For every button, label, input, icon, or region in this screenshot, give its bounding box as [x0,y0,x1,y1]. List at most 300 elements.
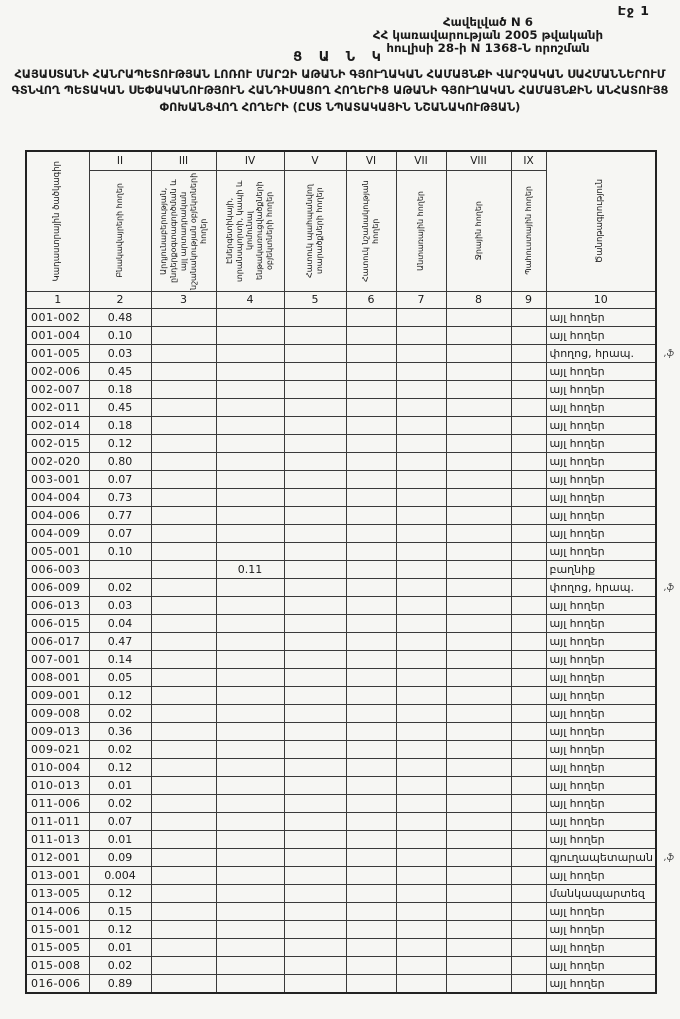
cell-value [284,542,346,560]
cell-remark: այլ հողեր [546,416,656,434]
cell-value [346,974,396,993]
table-row [26,596,656,614]
cell-cadastral-code: 011-013 [26,830,89,848]
cell-value [511,380,546,398]
cell-value [511,524,546,542]
cell-cadastral-code: 001-005 [26,344,89,362]
cell-value [216,956,284,974]
cell-remark: այլ հողեր [546,596,656,614]
col-header-water-lands: Ջրային հողեր [446,170,511,291]
cell-value [284,848,346,866]
cell-remark: այլ հողեր [546,866,656,884]
cell-value [216,614,284,632]
cell-value [396,398,446,416]
cell-value [151,776,216,794]
cell-value [511,632,546,650]
table-row [26,614,656,632]
cell-cadastral-code: 002-006 [26,362,89,380]
cell-value [511,740,546,758]
cell-value [89,560,151,578]
cell-value [511,974,546,993]
roman-numeral-VIII: VIII [446,151,511,170]
cell-value [396,830,446,848]
cell-value [151,470,216,488]
cell-value [446,704,511,722]
cell-value [216,722,284,740]
cell-value: 0.004 [89,866,151,884]
cell-value [151,614,216,632]
cell-value [396,794,446,812]
cell-value [446,848,511,866]
cell-value [151,704,216,722]
cell-value [151,524,216,542]
cell-value [446,686,511,704]
cell-value [511,866,546,884]
cell-value: 0.02 [89,578,151,596]
cell-remark: այլ հողեր [546,740,656,758]
cell-value [446,812,511,830]
cell-value: 0.12 [89,920,151,938]
cell-value [151,488,216,506]
cell-value [284,344,346,362]
cell-value [284,434,346,452]
cell-cadastral-code: 006-017 [26,632,89,650]
cell-value [511,956,546,974]
cell-cadastral-code: 012-001 [26,848,89,866]
col-header-protected-territory-lands: Հատուկ պահպանվող տարածքների հողեր [284,170,346,291]
cell-value [446,956,511,974]
table-row [26,794,656,812]
cell-value: 0.11 [216,560,284,578]
cell-value [151,398,216,416]
cell-value: 0.47 [89,632,151,650]
cell-value: 0.07 [89,524,151,542]
cell-value [216,632,284,650]
cell-value [151,830,216,848]
cell-remark: այլ հողեր [546,812,656,830]
table-row [26,776,656,794]
cell-value [511,506,546,524]
cell-cadastral-code: 004-004 [26,488,89,506]
column-number: 1 [26,291,89,308]
cell-value [346,434,396,452]
column-number: 4 [216,291,284,308]
cell-value [396,308,446,326]
cell-value [346,956,396,974]
cell-value [216,650,284,668]
table-row [26,380,656,398]
cell-value [346,884,396,902]
cell-value [284,884,346,902]
cell-value [396,380,446,398]
document-subtitle: ՀԱՅԱՍՏԱՆԻ ՀԱՆՐԱՊԵՏՈՒԹՅԱՆ ԼՈՌՈՒ ՄԱՐԶԻ ԱԹԱՆԻ ԳՅՈՒՂԱԿԱՆ ՀԱՄԱՅՆՔԻ ՎԱՐՉԱԿԱՆ ՍԱՀՄԱՆՆԵՐՈՒՄ ԳՏՆՎՈՂ ՊԵՏԱԿԱՆ ՍԵՓԱԿԱՆՈՒԹՅՈՒՆ ՀԱՆԴԻՍԱՑՈՂ ՀՈՂԵՐԻՑ ԱԹԱՆԻ ԳՅՈՒՂԱԿԱՆ ՀԱՄԱՅՆՔԻՆ ԱՆՀԱՏՈՒՅՑ ՓՈԽԱՆՑՎՈՂ ՀՈՂԵՐԻ (ԸՍՏ ՆՊԱՏԱԿԱՅԻՆ ՆՇԱՆԱԿՈՒԹՅԱՆ) [11,68,669,114]
cell-cadastral-code: 013-001 [26,866,89,884]
cell-cadastral-code: 014-006 [26,902,89,920]
cell-value [346,902,396,920]
cell-value [151,920,216,938]
cell-value [511,794,546,812]
cell-value [446,614,511,632]
cell-value: 0.01 [89,830,151,848]
cell-value [151,884,216,902]
cell-value: 0.02 [89,704,151,722]
cell-value: 0.48 [89,308,151,326]
cell-value [346,380,396,398]
column-number: 5 [284,291,346,308]
cell-value: 0.07 [89,470,151,488]
cell-cadastral-code: 001-004 [26,326,89,344]
cell-value: 0.01 [89,776,151,794]
cell-value [446,794,511,812]
cell-remark: այլ հողեր [546,830,656,848]
table-row [26,956,656,974]
roman-numeral-II: II [89,151,151,170]
cell-value [284,704,346,722]
cell-value [511,308,546,326]
cell-value [151,902,216,920]
cell-value [396,560,446,578]
cell-value [511,920,546,938]
cell-cadastral-code: 011-006 [26,794,89,812]
cell-value [511,812,546,830]
cell-value [396,650,446,668]
cell-value: 0.09 [89,848,151,866]
cell-value [216,578,284,596]
cell-value: 0.77 [89,506,151,524]
cell-value [151,938,216,956]
cell-value [216,344,284,362]
cell-value [396,704,446,722]
cell-value [346,668,396,686]
marginal-note: ,ֆ [663,852,674,863]
cell-value [151,308,216,326]
cell-value [284,470,346,488]
cell-value [151,956,216,974]
cell-remark: գյուղապետարան ,ֆ [546,848,656,866]
cell-value [396,488,446,506]
cell-cadastral-code: 011-011 [26,812,89,830]
cell-value [511,776,546,794]
roman-numeral-IV: IV [216,151,284,170]
cell-value [511,758,546,776]
column-number: 7 [396,291,446,308]
cell-value [511,326,546,344]
column-number: 2 [89,291,151,308]
cell-value [446,650,511,668]
cell-value [151,794,216,812]
cell-remark: այլ հողեր [546,758,656,776]
cell-value [284,560,346,578]
cell-value [446,668,511,686]
marginal-note: ,ֆ [663,582,674,593]
cell-value [446,524,511,542]
cell-value [446,866,511,884]
cell-value [151,722,216,740]
cell-value [284,632,346,650]
cell-value: 0.18 [89,416,151,434]
cell-value [346,830,396,848]
cell-value [346,866,396,884]
cell-value [151,740,216,758]
table-row [26,344,656,362]
cell-value [396,362,446,380]
cell-value [216,938,284,956]
cell-value [284,398,346,416]
column-number: 9 [511,291,546,308]
cell-value [216,308,284,326]
cell-value [151,362,216,380]
cell-value [511,542,546,560]
cell-value [284,686,346,704]
table-row [26,704,656,722]
cell-value [151,542,216,560]
cell-value [346,812,396,830]
col-header-settlement-lands: Բնակավայրերի հողեր [89,170,151,291]
cell-remark: այլ հողեր [546,452,656,470]
cell-remark: այլ հողեր [546,326,656,344]
cell-value [346,452,396,470]
cell-cadastral-code: 004-006 [26,506,89,524]
col-header-remarks: Ծանոթագրություն [546,151,656,291]
cell-value [346,596,396,614]
cell-value [446,722,511,740]
table-row [26,326,656,344]
cell-cadastral-code: 006-013 [26,596,89,614]
cell-value [151,848,216,866]
cell-cadastral-code: 015-001 [26,920,89,938]
cell-value [216,380,284,398]
cell-value [216,416,284,434]
cell-value [446,740,511,758]
cell-value: 0.73 [89,488,151,506]
cell-value [446,902,511,920]
cell-value: 0.02 [89,956,151,974]
cell-value [284,578,346,596]
cell-value: 0.36 [89,722,151,740]
cell-value [396,434,446,452]
cell-value [446,488,511,506]
cell-value: 0.10 [89,326,151,344]
cell-value [284,776,346,794]
cell-value [511,614,546,632]
cell-value [284,812,346,830]
cell-cadastral-code: 002-014 [26,416,89,434]
cell-remark: փողոց, հրապ. ,ֆ [546,578,656,596]
cell-cadastral-code: 009-008 [26,704,89,722]
cell-value [346,488,396,506]
cell-value [396,344,446,362]
cell-value [151,578,216,596]
roman-numeral-VI: VI [346,151,396,170]
cell-value [446,578,511,596]
cell-value [216,884,284,902]
table-row [26,686,656,704]
cell-value [396,614,446,632]
cell-value: 0.14 [89,650,151,668]
cell-remark: այլ հողեր [546,938,656,956]
cell-value [396,848,446,866]
cell-value [446,506,511,524]
cell-value [446,920,511,938]
cell-value [151,812,216,830]
cell-value [216,794,284,812]
cell-value [511,686,546,704]
cell-value [511,344,546,362]
cell-cadastral-code: 007-001 [26,650,89,668]
cell-value [216,974,284,993]
cell-value [346,920,396,938]
cell-value [396,542,446,560]
cell-value [216,704,284,722]
cell-value [151,668,216,686]
cell-value [396,596,446,614]
cell-remark: այլ հողեր [546,722,656,740]
cell-value [346,938,396,956]
cell-remark: այլ հողեր [546,650,656,668]
cell-value [151,974,216,993]
cell-value [216,920,284,938]
cell-value [396,416,446,434]
cell-value [446,974,511,993]
cell-value [511,578,546,596]
cell-value [446,344,511,362]
cell-value [284,938,346,956]
cell-remark: այլ հողեր [546,362,656,380]
cell-value [151,650,216,668]
cell-remark: այլ հողեր [546,632,656,650]
page-number: Էջ 1 [617,3,650,18]
cell-remark: այլ հողեր [546,308,656,326]
cell-value [216,686,284,704]
cell-value: 0.07 [89,812,151,830]
table-row [26,830,656,848]
cell-value [511,668,546,686]
cell-value [446,830,511,848]
cell-value: 0.45 [89,362,151,380]
cell-cadastral-code: 004-009 [26,524,89,542]
cell-cadastral-code: 005-001 [26,542,89,560]
cell-value [216,866,284,884]
cell-remark: փողոց, հրապ. ,ֆ [546,344,656,362]
table-row [26,884,656,902]
cell-value [346,326,396,344]
cell-value [151,416,216,434]
cell-value [446,596,511,614]
cell-value [284,758,346,776]
cell-value: 0.80 [89,452,151,470]
cell-value [151,326,216,344]
cell-value [216,902,284,920]
cell-remark: բաղնիք [546,560,656,578]
cell-value [396,452,446,470]
cell-value [346,506,396,524]
cell-value [511,470,546,488]
cell-remark: մանկապարտեզ [546,884,656,902]
cell-value [216,848,284,866]
cell-value [396,884,446,902]
cell-value [511,902,546,920]
table-row [26,398,656,416]
cell-value [396,470,446,488]
cell-value [446,776,511,794]
cell-value [446,938,511,956]
cell-value: 0.45 [89,398,151,416]
cell-value [151,866,216,884]
cell-remark: այլ հողեր [546,686,656,704]
cell-remark: այլ հողեր [546,542,656,560]
roman-numeral-VII: VII [396,151,446,170]
cell-value [284,596,346,614]
cell-value [346,686,396,704]
cell-value [446,380,511,398]
table-row [26,758,656,776]
cell-value [284,866,346,884]
table-row [26,866,656,884]
column-number: 10 [546,291,656,308]
cell-value: 0.01 [89,938,151,956]
cell-value [446,542,511,560]
cell-value [151,632,216,650]
cell-value [511,434,546,452]
cell-value [151,506,216,524]
cell-value [446,632,511,650]
cell-value: 0.10 [89,542,151,560]
cell-value [284,830,346,848]
cell-value [151,560,216,578]
cell-value: 0.12 [89,758,151,776]
cell-value [346,722,396,740]
cell-remark: այլ հողեր [546,920,656,938]
cell-value [511,704,546,722]
cell-value [511,722,546,740]
cell-value [511,452,546,470]
cell-value [396,956,446,974]
cell-value [446,326,511,344]
cell-value [511,848,546,866]
cell-value [216,596,284,614]
cell-remark: այլ հողեր [546,614,656,632]
cell-value [216,542,284,560]
cell-value [346,398,396,416]
cell-value [216,524,284,542]
cell-value [346,470,396,488]
cell-value [511,416,546,434]
cell-value [346,344,396,362]
column-number: 6 [346,291,396,308]
cell-value [396,740,446,758]
cell-cadastral-code: 009-021 [26,740,89,758]
cell-remark: այլ հողեր [546,794,656,812]
cell-value [346,704,396,722]
appendix-line-1: Հավելված N 6 [442,15,534,29]
appendix-line-2: ՀՀ կառավարության 2005 թվականի [372,28,604,43]
document-heading: Ց Ա Ն Կ [293,50,387,65]
land-category-table [25,150,674,994]
cell-value [396,938,446,956]
cell-value [511,830,546,848]
cell-value [446,758,511,776]
cell-value: 0.12 [89,434,151,452]
cell-cadastral-code: 016-006 [26,974,89,993]
cell-value [346,848,396,866]
cell-remark: այլ հողեր [546,974,656,993]
cell-remark: այլ հողեր [546,902,656,920]
cell-cadastral-code: 009-001 [26,686,89,704]
table-row [26,308,656,326]
table-row [26,506,656,524]
table-row [26,488,656,506]
cell-value [284,362,346,380]
